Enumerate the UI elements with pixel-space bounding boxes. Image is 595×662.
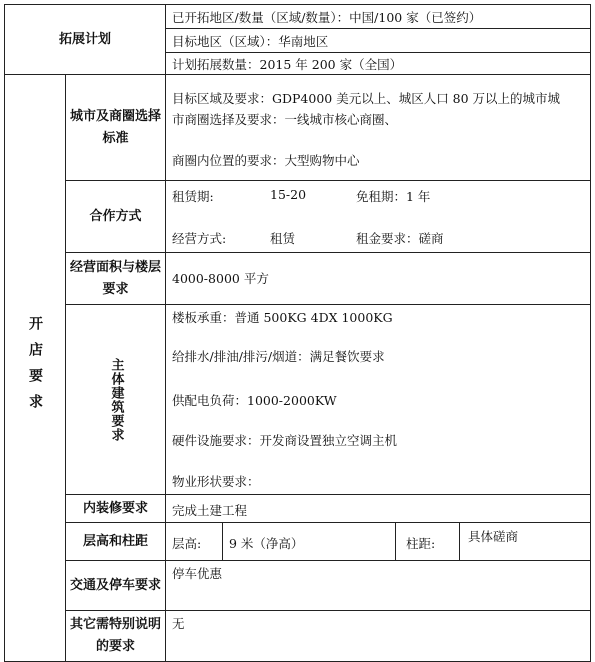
lease-value: 15-20 — [270, 187, 307, 202]
height-key-cell — [165, 522, 223, 561]
height-value: 9 米（净高） — [229, 536, 304, 551]
city-line3: 商圈内位置的要求：大型购物中心 — [172, 153, 360, 168]
column-value-cell — [459, 522, 591, 561]
building-shape: 物业形状要求： — [172, 474, 260, 489]
area-label: 经营面积与楼层要求 — [70, 259, 162, 297]
height-label-cell — [65, 522, 166, 561]
area-value: 4000-8000 平方 — [172, 271, 269, 286]
building-hardware: 硬件设施要求：开发商设置独立空调主机 — [172, 433, 398, 448]
traffic-value: 停车优惠 — [172, 566, 223, 581]
store-label-cell — [4, 74, 66, 662]
free-label: 免租期：1 年 — [356, 189, 431, 204]
column-value: 具体磋商 — [468, 529, 519, 544]
height-key: 层高: — [172, 536, 202, 551]
height-label: 层高和柱距 — [82, 533, 148, 549]
mode-label: 经营方式: — [172, 231, 227, 246]
plan-opened-cell — [165, 4, 591, 29]
building-label: 主体建筑要求 — [108, 357, 124, 442]
other-label-cell — [65, 610, 166, 662]
height-value-cell — [222, 522, 396, 561]
other-value-cell — [165, 610, 591, 662]
mode-value: 租赁 — [270, 231, 296, 246]
city-value-cell — [165, 74, 591, 181]
coop-label: 合作方式 — [89, 208, 142, 224]
plan-target-cell — [165, 28, 591, 53]
decor-value: 完成土建工程 — [172, 503, 248, 518]
area-label-cell — [65, 252, 166, 305]
building-load: 楼板承重：普通 500KG 4DX 1000KG — [172, 310, 393, 325]
city-label-cell — [65, 74, 166, 181]
other-label: 其它需特别说明的要求 — [70, 617, 162, 654]
building-value-cell — [165, 304, 591, 495]
area-value-cell — [165, 252, 591, 305]
rent-label: 租金要求：磋商 — [356, 231, 444, 246]
other-value: 无 — [172, 616, 185, 631]
store-label: 开店要求 — [27, 316, 43, 420]
decor-value-cell — [165, 494, 591, 523]
coop-label-cell — [65, 180, 166, 253]
lease-label: 租赁期: — [172, 189, 214, 204]
traffic-label: 交通及停车要求 — [70, 577, 162, 593]
plan-planned-cell — [165, 52, 591, 75]
plan-target: 目标地区（区域）：华南地区 — [172, 34, 329, 49]
building-label-cell — [65, 304, 166, 495]
column-key: 柱距: — [406, 536, 436, 551]
plan-label: 拓展计划 — [58, 31, 111, 47]
plan-label-cell — [4, 4, 166, 75]
traffic-label-cell — [65, 560, 166, 611]
building-drain: 给排水/排油/排污/烟道：满足餐饮要求 — [172, 349, 385, 364]
city-label: 城市及商圈选择标准 — [70, 108, 162, 146]
decor-label: 内装修要求 — [82, 500, 148, 516]
building-power: 供配电负荷：1000-2000KW — [172, 393, 337, 408]
traffic-value-cell — [165, 560, 591, 611]
city-line2: 市商圈选择及要求：一线城市核心商圈、 — [172, 112, 398, 127]
city-line1: 目标区域及要求：GDP4000 美元以上、城区人口 80 万以上的城市城 — [172, 91, 561, 106]
column-key-cell — [395, 522, 460, 561]
coop-value-cell — [165, 180, 591, 253]
plan-planned: 计划拓展数量：2015 年 200 家（全国） — [172, 57, 403, 72]
decor-label-cell — [65, 494, 166, 523]
plan-opened: 已开拓地区/数量（区域/数量）：中国/100 家（已签约） — [172, 10, 482, 25]
